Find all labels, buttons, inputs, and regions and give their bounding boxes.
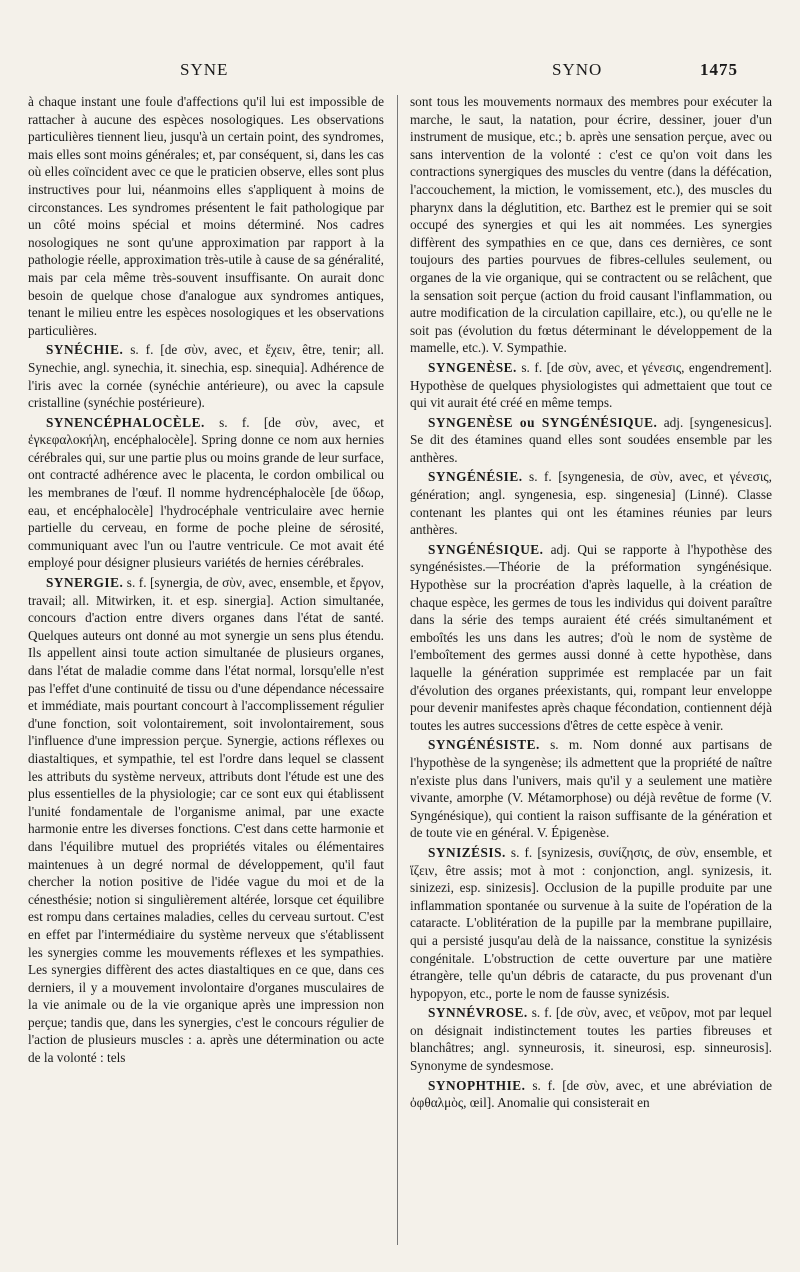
entry-syngenesie: SYNGÉNÉSIE. s. f. [syngenesia, de σὺν, avec, et γένεσις, génération; angl. syngenesia, esp. singenesia] (Linné). Classe contenant les plantes qui ont les étamines réunies par leurs anthères. xyxy=(410,469,772,538)
headword: SYNENCÉPHALOCÈLE. xyxy=(46,414,205,430)
headword: SYNGÉNÉSIE. xyxy=(428,469,523,485)
continuation-paragraph: sont tous les mouvements normaux des membres pour exécuter la marche, le saut, la natation, pour écrire, dessiner, jouer d'un instrument de musique, etc.; b. après une sensation perçue, avec ou sans intervention de la volonté : c'est ce qu'on voit dans les contractions synergiques des muscles du ventre (dans la défécation, l'accouchement, la miction, le vomissement, etc.), des muscles du pharynx dans la déglutition, etc. Barthez est le premier qui se soit occupé des synergies et qui les ait nommées. Les synergies diffèrent des sympathies en ce que, dans ces dernières, ce sont toujours des parties pourvues de fibres-cellules seulement, ou organes de la vie organique, qui se contractent ou se relâchent, que la sensation soit perçue (action du froid causant l'inflammation, ou autre modification de la circulation capillaire, etc.), ou qu'elle ne le soit pas (évolution du fœtus déterminant le développement de la mamelle, etc.). V. Sympathie. xyxy=(410,94,772,356)
running-head-left: SYNE xyxy=(180,60,229,79)
right-column xyxy=(410,93,772,1263)
running-head-center: SYNO xyxy=(552,60,603,79)
entry-synnevrose: SYNNÉVROSE. s. f. [de σὺν, avec, et νεῦρον, mot par lequel on désignait indistinctement toutes les parties fibreuses et blanchâtres; angl. synneurosis, it. sineurosi, esp. sinneurosis]. Synonyme de syndesmose. xyxy=(410,1005,772,1074)
column-rule xyxy=(397,95,398,1245)
headword: SYNIZÉSIS. xyxy=(428,844,506,860)
entry-synizesis: SYNIZÉSIS. s. f. [synizesis, συνίζησις, de σὺν, ensemble, et ἵζειν, être assis; mot à mot : conjonction, angl. synizesis, it. sinizezi, esp. sinizesis]. Occlusion de la pupille produite par une inflammation spontanée ou survenue à la suite de l'opération de la cataracte. L'oblitération de la pupille par la membrane pupillaire, qui a persisté jusqu'au delà de la naissance, constitue la synizésis congénitale. L'obstruction de cette ouverture par une matière étrangère, telle qu'un débris de cataracte, du pus provenant d'un hypopyon, etc., porte le nom de fausse synizésis. xyxy=(410,844,772,1001)
entry-syngenese: SYNGENÈSE. s. f. [de σὺν, avec, et γένεσις, engendrement]. Hypothèse de quelques physiologistes qui admettaient que tout ce qui vit aurait été créé en même temps. xyxy=(410,359,772,411)
headword: SYNOPHTHIE. xyxy=(428,1077,526,1093)
page-number: 1475 xyxy=(700,60,738,79)
headword: SYNGÉNÉSISTE. xyxy=(428,737,540,753)
left-column xyxy=(28,93,384,1263)
headword: SYNGENÈSE. xyxy=(428,359,517,375)
entry-synencephalocele: SYNENCÉPHALOCÈLE. s. f. [de σὺν, avec, et ἐγκεφαλοκήλη, encéphalocèle]. Spring donne ce nom aux hernies cérébrales qui, sur une partie plus ou moins grande de leur surface, ont contracté adhérence avec le placenta, le cordon ombilical ou les membranes de l'œuf. Il nomme hydrencéphalocèle [de ὕδωρ, eau, et encéphalocèle] l'hydrocéphale ventriculaire avec hernie partielle du cerveau, en forme de poche pleine de sérosité, communiquant avec l'un ou l'autre ventricule. Ce mot avait été employé pour désigner plusieurs variétés de hernies cérébrales. xyxy=(28,414,384,571)
entry-synergie: SYNERGIE. s. f. [synergia, de σὺν, avec, ensemble, et ἔργον, travail; all. Mitwirken, it. et esp. sinergia]. Action simultanée, concours d'action entre divers organes dans l'état de santé. Quelques auteurs ont donné au mot synergie un sens plus étendu. Ils appellent ainsi toute action simultanée de plusieurs organes, dans l'état de maladie comme dans l'état normal, lorsqu'elle n'est pas l'effet d'une continuité de tissu ou d'une dépendance nécessaire et immédiate, mais pourtant concourt à l'accomplissement régulier d'une fonction, soit volontairement, soit involontairement, sous l'influence d'une impression perçue. Synergie, actions réflexes ou diastaltiques, et sympathie, tel est l'ordre dans lequel se classent les attributs du système nerveux, attributs dont l'étude est une des plus essentielles de la physiologie; car ce sont eux qui établissent l'unité fondamentale de l'organisme animal, par une exacte harmonie entre les diverses fonctions. C'est dans cette harmonie et dans l'équilibre mutuel des propriétés vitales ou élémentaires maintenues à un degré normal de développement, qu'il faut chercher la notion positive de l'idée vague du moi et de la cénesthésie; notion si singulièrement altérée, lorsque cet équilibre est rompu dans certaines maladies, celles du cerveau surtout. C'est en effet par l'intermédiaire du système nerveux que s'établissent les synergies comme les mouvements réflexes et les sympathies. Les synergies diffèrent des actes diastaltiques en ce que, dans ces derniers, il y a mouvement involontaire d'organes musculaires de la vie animale ou de la vie organique après une impression non perçue; tandis que, dans les synergies, c'est le concours régulier de l'action de plusieurs muscles : a. après une détermination ou acte de la volonté : tels xyxy=(28,575,384,1066)
headword: SYNGENÈSE ou SYNGÉNÉSIQUE. xyxy=(428,414,658,430)
entry-syngenesiste: SYNGÉNÉSISTE. s. m. Nom donné aux partisans de l'hypothèse de la syngenèse; ils admettent que la propriété de naître n'existe plus dans l'univers, mais qu'il y a seulement une matière vivante, amorphe (V. Métamorphose) ou déjà revêtue de forme (V. Syngénésique), qui contient la raison suffisante de la génération et de toute vie en général. V. Épigenèse. xyxy=(410,737,772,841)
headword: SYNÉCHIE. xyxy=(46,342,124,358)
entry-synechie: SYNÉCHIE. s. f. [de σὺν, avec, et ἔχειν, être, tenir; all. Synechie, angl. synechia, it. sinechia, esp. sinequia]. Adhérence de l'iris avec la cornée (synéchie antérieure), ou avec la capsule cristalline (synéchie postérieure). xyxy=(28,342,384,411)
entry-syngenesique: SYNGÉNÉSIQUE. adj. Qui se rapporte à l'hypothèse des syngénésistes.—Théorie de la préformation syngénésique. Hypothèse sur la procréation d'après laquelle, à la création de chaque espèce, les germes de tous les individus qui doivent paraître dans la série des temps auraient été créés simultanément et emboîtés les uns dans les autres; d'où le nom de système de l'emboîtement des germes aussi donné à cette hypothèse, dans laquelle la génération supprimée est remplacée par un fait d'évolution des organes préexistants, qui, rompant leur enveloppe pour devenir manifestes après chaque fécondation, contiennent déjà toutes les autres successions d'êtres de cette espèce à venir. xyxy=(410,541,772,733)
continuation-paragraph: à chaque instant une foule d'affections qu'il lui est impossible de rattacher à aucune des espèces nosologiques. Les observations particulières tiennent lieu, jusqu'à un certain point, des syndromes, mais elles sont moins générales; et, par conséquent, si, dans les cas où elles coïncident avec ce que le praticien observe, elles sont plus instructives pour lui, néanmoins elles s'appliquent à moins de circonstances. Les syndromes présentent le fait pathologique par un côté moins spécial et moins déterminé. Nos cadres nosologiques ne sont qu'une approximation par rapport à la pathologie réelle, approximation très-utile à cause de sa généralité, mais par cela même très-souvent insuffisante. On aurait donc besoin de quelque chose d'analogue aux syndromes antiques, tenant le milieu entre les espèces nosologiques et les observations particulières. xyxy=(28,94,384,338)
entry-syngenese-adj: SYNGENÈSE ou SYNGÉNÉSIQUE. adj. [syngenesicus]. Se dit des étamines quand elles sont soudées ensemble par les anthères. xyxy=(410,414,772,465)
entry-synophthie: SYNOPHTHIE. s. f. [de σὺν, avec, et une abréviation de ὀφθαλμὸς, œil]. Anomalie qui consisterait en xyxy=(410,1077,772,1111)
headword: SYNERGIE. xyxy=(46,575,124,591)
headword: SYNNÉVROSE. xyxy=(428,1005,528,1021)
headword: SYNGÉNÉSIQUE. xyxy=(428,541,544,557)
